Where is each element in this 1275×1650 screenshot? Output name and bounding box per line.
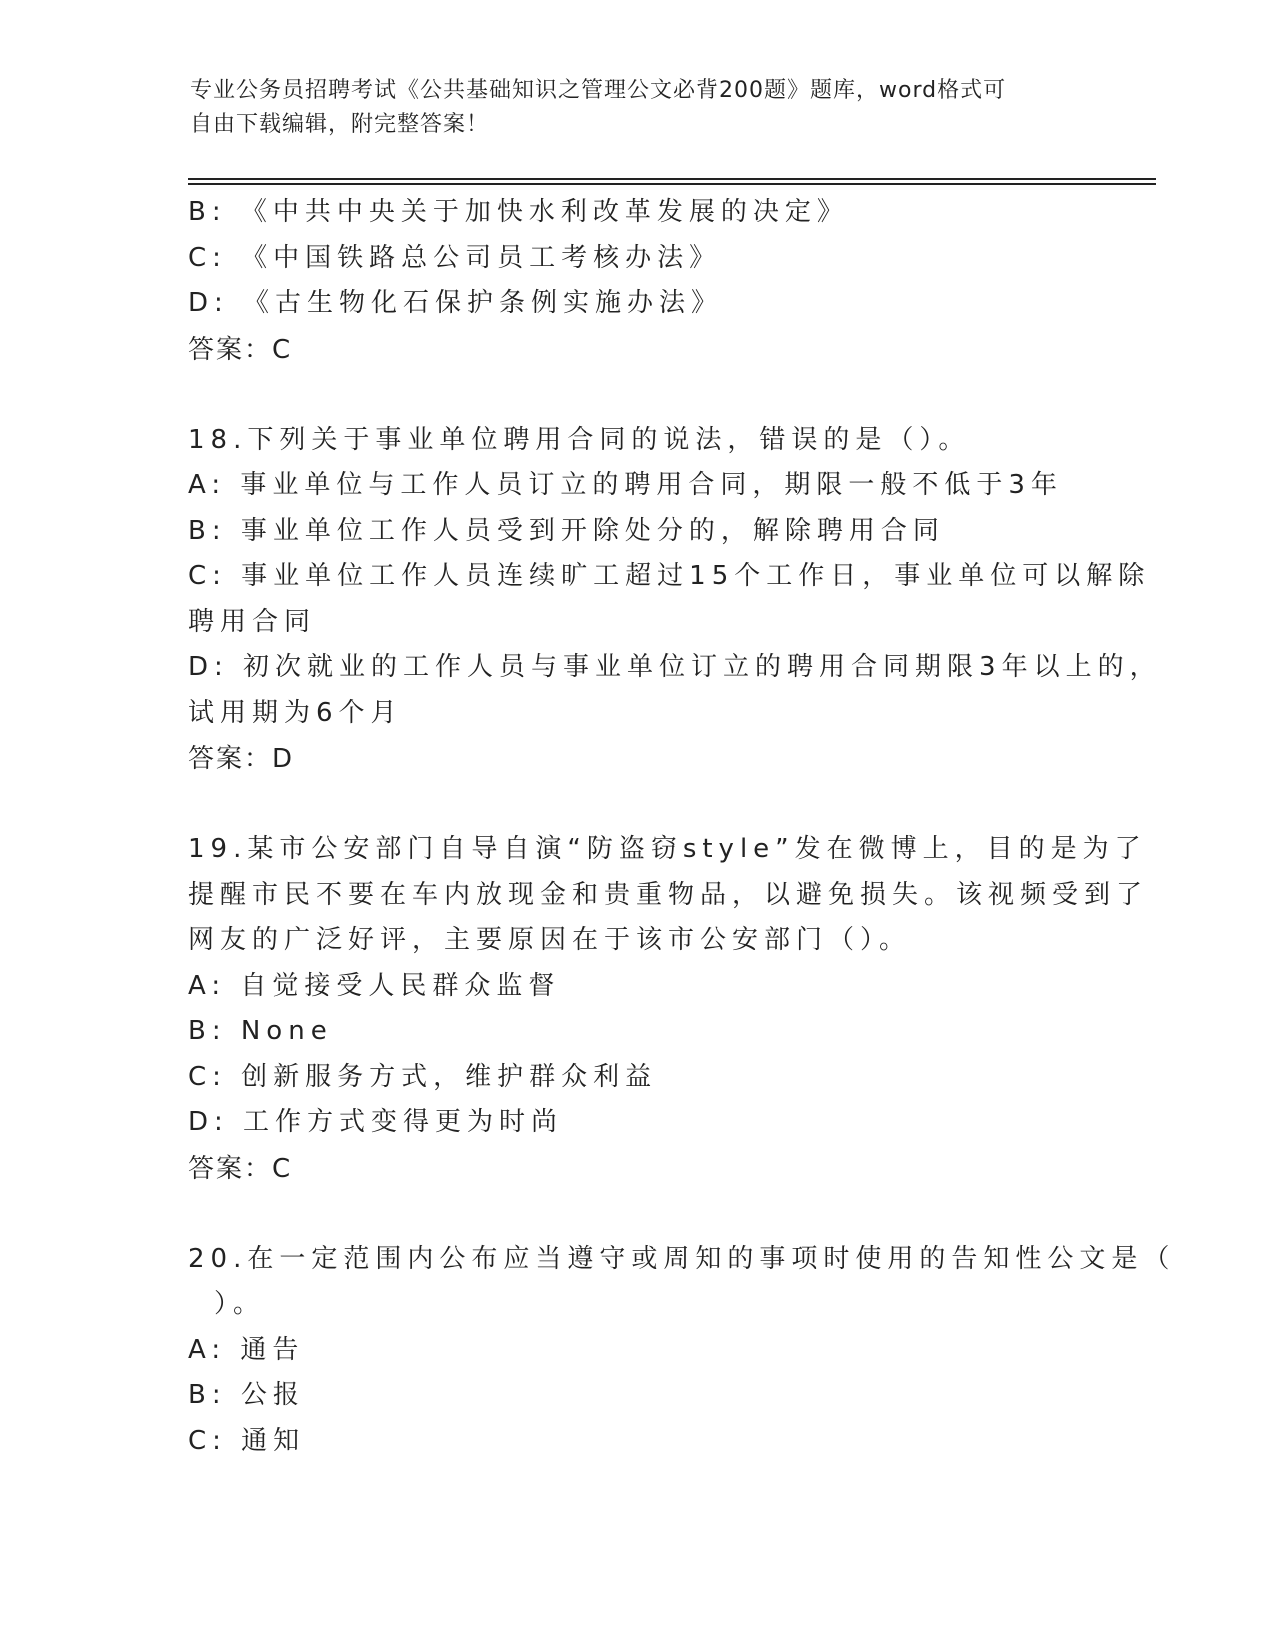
option-a: A: 事业单位与工作人员订立的聘用合同，期限一般不低于3年 (188, 470, 1063, 500)
answer: 答案：C (188, 1153, 293, 1184)
option-c: C: 创新服务方式，维护群众利益 (188, 1061, 658, 1092)
header-line-2: 自由下载编辑，附完整答案！ (190, 112, 490, 137)
option-b: B: 《中共中央关于加快水利改革发展的决定》 (188, 197, 849, 227)
option-d-line-2: 试用期为6个月 (188, 697, 403, 728)
spacer (188, 373, 1088, 418)
option-a: A: 自觉接受人民群众监督 (188, 970, 561, 1001)
answer: 答案：D (188, 744, 295, 774)
option-c-line-1: C: 事业单位工作人员连续旷工超过15个工作日，事业单位可以解除 (188, 561, 1151, 591)
option-c: C: 通知 (188, 1425, 306, 1456)
option-b: B: 公报 (188, 1380, 305, 1410)
header-rule-top (188, 178, 1156, 180)
question-stem-line-2: 提醒市民不要在车内放现金和贵重物品，以避免损失。该视频受到了 (188, 879, 1149, 910)
option-a: A: 通告 (188, 1334, 305, 1365)
question-stem: 18.下列关于事业单位聘用合同的说法，错误的是（）。 (188, 424, 971, 455)
option-c: C: 《中国铁路总公司员工考核办法》 (188, 242, 722, 273)
question-18 (188, 418, 1162, 783)
question-stem-line-1: 19.某市公安部门自导自演“防盗窃style”发在微博上，目的是为了 (188, 834, 1147, 864)
spacer (188, 782, 1088, 827)
question-17 (188, 190, 1088, 373)
question-list (188, 190, 1176, 1464)
option-d: D: 《古生物化石保护条例实施办法》 (188, 288, 724, 318)
header-rule-bottom (188, 183, 1156, 185)
question-stem-line-1: 20.在一定范围内公布应当遵守或周知的事项时使用的告知性公文是（ (188, 1243, 1176, 1274)
question-19 (188, 827, 1149, 1192)
option-d: D: 工作方式变得更为时尚 (188, 1107, 564, 1137)
header-line-1: 专业公务员招聘考试《公共基础知识之管理公文必背200题》题库，word格式可 (190, 78, 1007, 103)
answer: 答案：C (188, 334, 293, 365)
spacer (188, 1192, 1088, 1237)
option-c-line-2: 聘用合同 (188, 606, 317, 637)
option-b: B: None (188, 1016, 333, 1046)
question-stem-line-3: 网友的广泛好评，主要原因在于该市公安部门（）。 (188, 925, 912, 955)
document-header (190, 74, 1090, 142)
question-stem-line-2: ）。 (214, 1289, 266, 1319)
question-20 (188, 1237, 1176, 1465)
option-b: B: 事业单位工作人员受到开除处分的，解除聘用合同 (188, 515, 945, 546)
option-d-line-1: D: 初次就业的工作人员与事业单位订立的聘用合同期限3年以上的， (188, 652, 1162, 682)
